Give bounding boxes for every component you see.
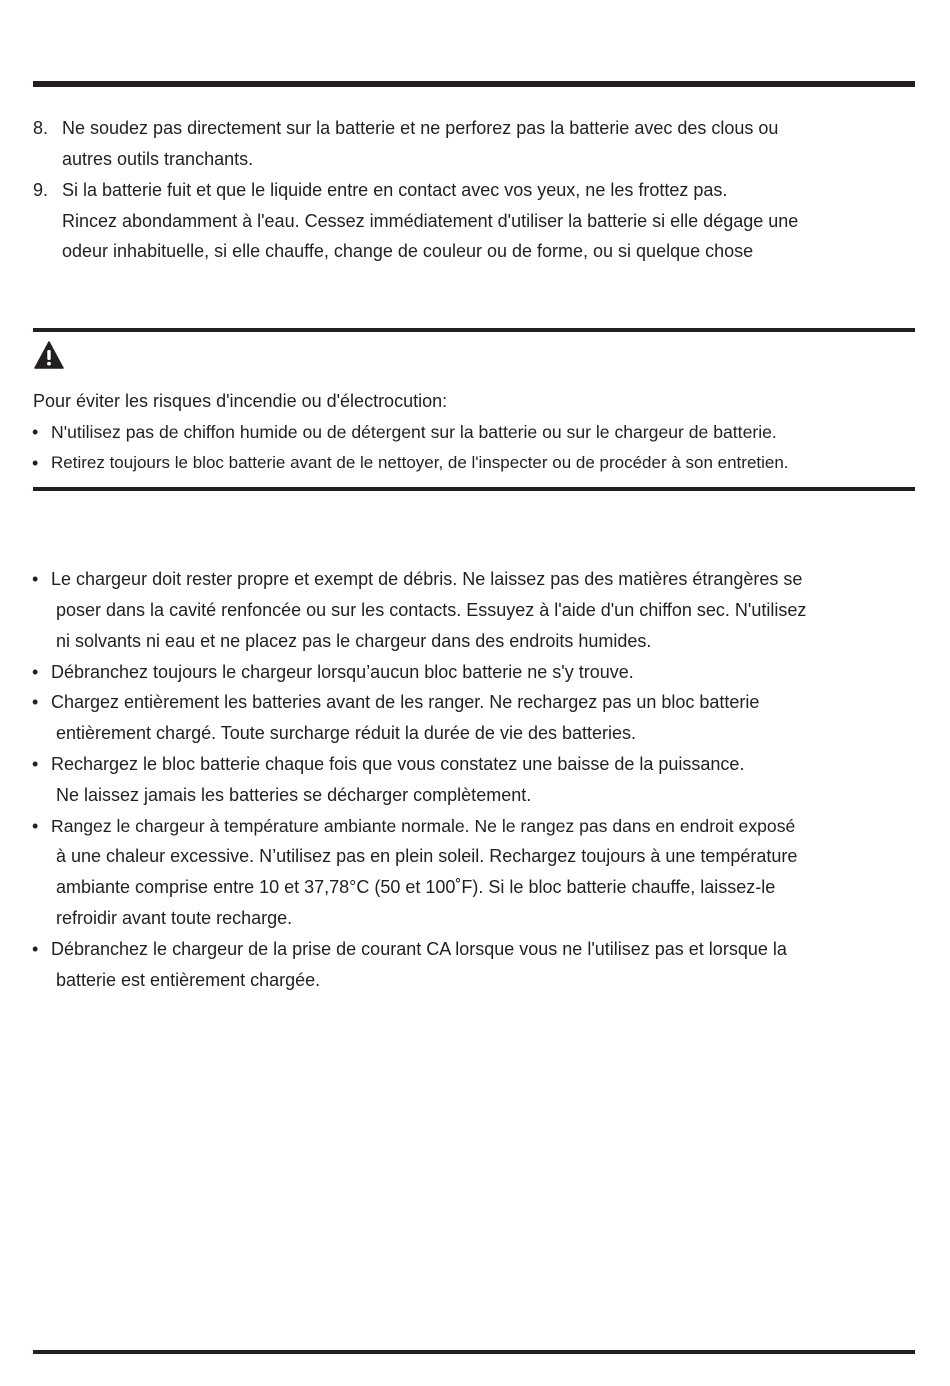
- item-text-line: Si la batterie fuit et que le liquide entre en contact avec vos yeux, ne les frottez pas.: [62, 180, 728, 200]
- list-item-line: Rechargez le bloc batterie chaque fois que vous constatez une baisse de la puissance.: [51, 754, 745, 774]
- list-item-line: Débranchez toujours le chargeur lorsqu’aucun bloc batterie ne s'y trouve.: [51, 662, 634, 682]
- list-item-line: Débranchez le chargeur de la prise de courant CA lorsque vous ne l'utilisez pas et lorsque la: [51, 939, 787, 959]
- warning-bullet-text: N'utilisez pas de chiffon humide ou de détergent sur la batterie ou sur le chargeur de batterie.: [51, 422, 777, 442]
- bullet-marker: •: [32, 692, 39, 712]
- item-text-line: odeur inhabituelle, si elle chauffe, change de couleur ou de forme, ou si quelque chose: [62, 241, 754, 261]
- warning-top-rule: [33, 328, 915, 332]
- list-item-line: à une chaleur excessive. N’utilisez pas en plein soleil. Rechargez toujours à une température: [56, 846, 798, 866]
- warning-intro: Pour éviter les risques d'incendie ou d'électrocution:: [33, 391, 448, 411]
- list-item-line: entièrement chargé. Toute surcharge réduit la durée de vie des batteries.: [56, 723, 637, 743]
- item-text-line: autres outils tranchants.: [62, 149, 254, 169]
- bullet-marker: •: [32, 939, 39, 959]
- list-item-line: poser dans la cavité renfoncée ou sur les contacts. Essuyez à l'aide d'un chiffon sec. N'utilisez: [56, 600, 807, 620]
- bullet-marker: •: [32, 754, 39, 774]
- top-rule: [33, 81, 915, 87]
- bottom-rule: [33, 1350, 915, 1354]
- bullet-marker: •: [32, 569, 39, 589]
- item-number: 9.: [33, 180, 49, 200]
- warning-bullet-text: Retirez toujours le bloc batterie avant de le nettoyer, de l'inspecter ou de procéder à son entretien.: [51, 453, 789, 472]
- warning-triangle-icon: [34, 341, 64, 369]
- list-item-line: refroidir avant toute recharge.: [56, 908, 293, 928]
- item-text-line: Ne soudez pas directement sur la batterie et ne perforez pas la batterie avec des clous ou: [62, 118, 779, 138]
- list-item-line: Chargez entièrement les batteries avant de les ranger. Ne rechargez pas un bloc batterie: [51, 692, 760, 712]
- list-item-line: Le chargeur doit rester propre et exempt de débris. Ne laissez pas des matières étrangères se: [51, 569, 803, 589]
- bullet-marker: •: [32, 453, 39, 473]
- item-text-line: Rincez abondamment à l'eau. Cessez immédiatement d'utiliser la batterie si elle dégage une: [62, 211, 799, 231]
- bullet-marker: •: [32, 816, 39, 836]
- bullet-marker: •: [32, 422, 39, 442]
- list-item-line: batterie est entièrement chargée.: [56, 970, 321, 990]
- item-number: 8.: [33, 118, 49, 138]
- bullet-marker: •: [32, 662, 39, 682]
- list-item-line: Ne laissez jamais les batteries se décharger complètement.: [56, 785, 532, 805]
- list-item-line: Rangez le chargeur à température ambiante normale. Ne le rangez pas dans en endroit exposé: [51, 816, 796, 836]
- list-item-line: ni solvants ni eau et ne placez pas le chargeur dans des endroits humides.: [56, 631, 652, 651]
- list-item-line: ambiante comprise entre 10 et 37,78°C (50 et 100˚F). Si le bloc batterie chauffe, laissez-le: [56, 877, 776, 897]
- warning-bottom-rule: [33, 487, 915, 491]
